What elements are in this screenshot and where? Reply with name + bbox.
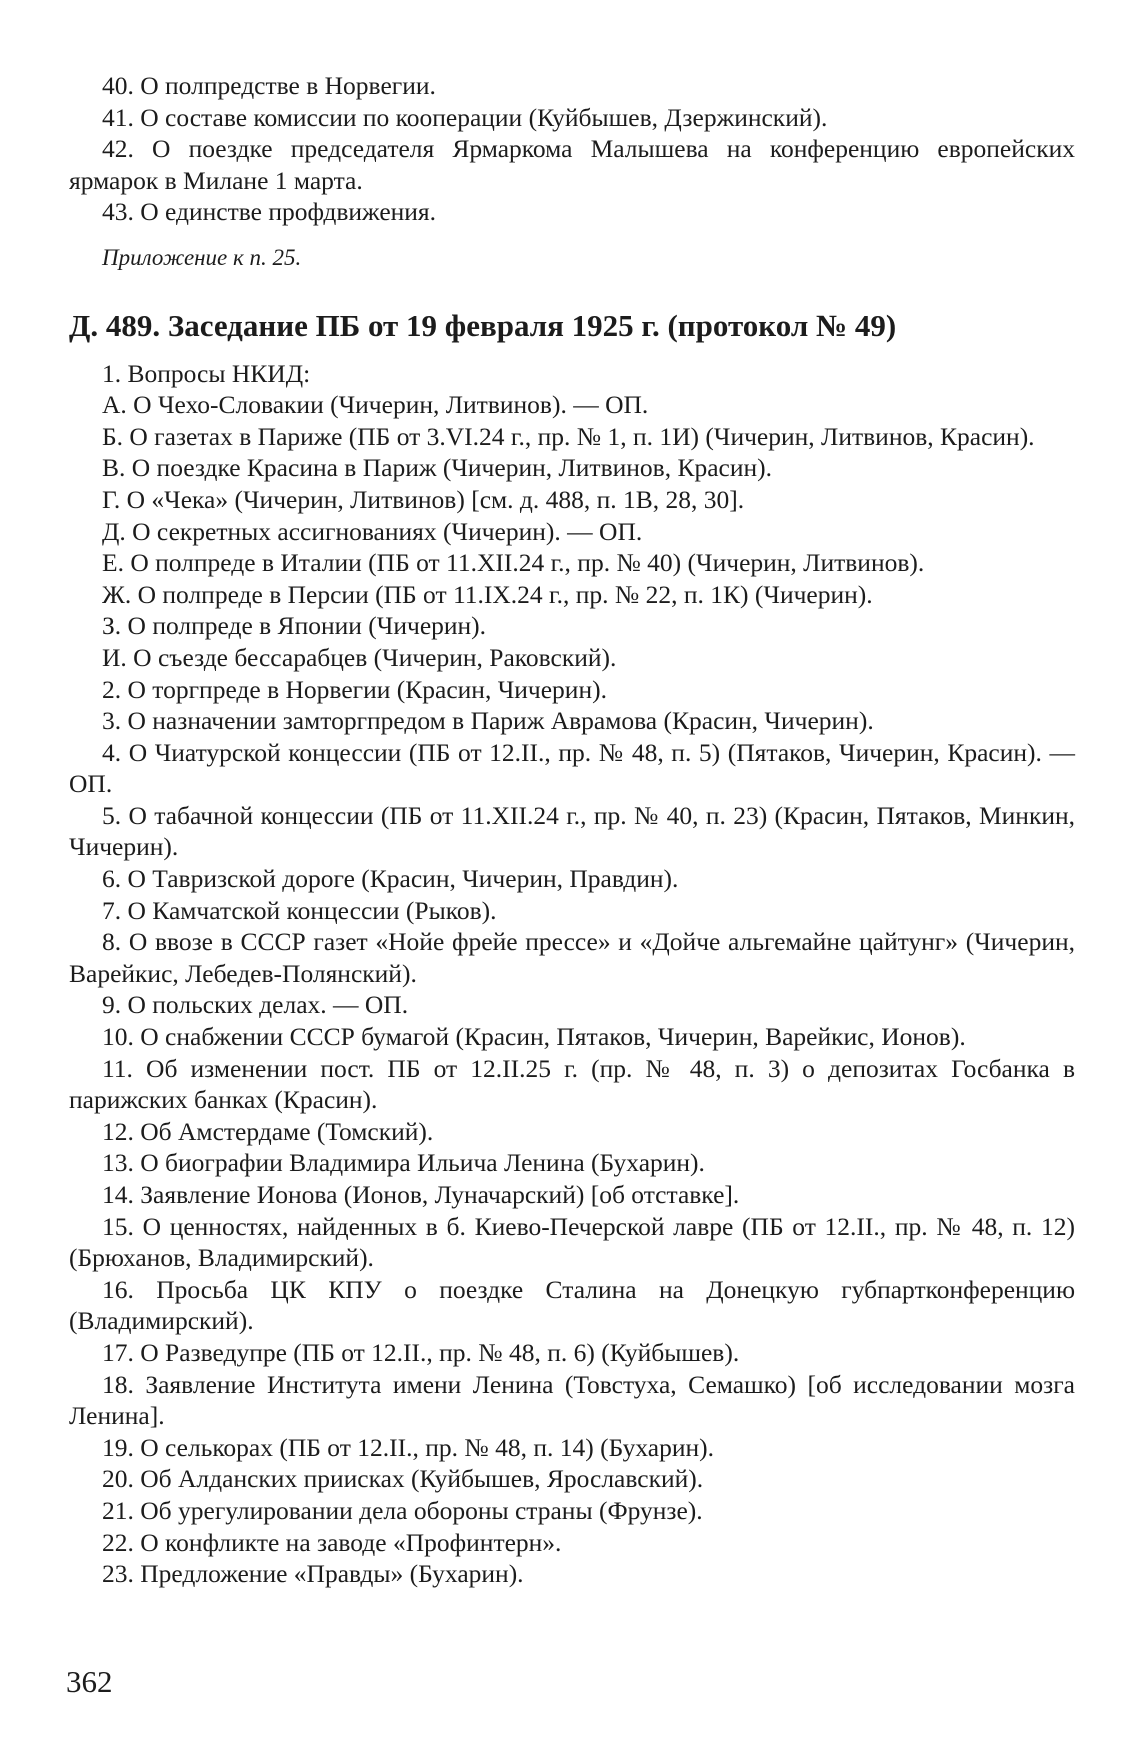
agenda-item: 3. О назначении замторгпредом в Париж Аврамова (Красин, Чичерин). [102, 706, 874, 736]
agenda-item: 2. О торгпреде в Норвегии (Красин, Чичерин). [102, 674, 607, 704]
appendix-note: Приложение к п. 25. [102, 244, 302, 270]
agenda-item: 8. О ввозе в СССР газет «Нойе фрейе прессе» и «Дойче альгемайне цайтунг» (Чичерин, Варейкис, Лебедев-Полянский). [69, 927, 1075, 988]
list-item: 40. О полпредстве в Норвегии. [102, 71, 436, 100]
agenda-item: 21. Об урегулировании дела обороны страны (Фрунзе). [102, 1495, 703, 1525]
agenda-item: 23. Предложение «Правды» (Бухарин). [102, 1559, 524, 1589]
agenda-item: 5. О табачной концессии (ПБ от 11.XII.24 г., пр. № 40, п. 23) (Красин, Пятаков, Минкин, Чичерин). [69, 800, 1075, 862]
section-heading: Д. 489. Заседание ПБ от 19 февраля 1925 г. (протокол № 49) [69, 307, 897, 343]
list-item: 42. О поездке председателя Ярмаркома Малышева на конференцию европейских ярмарок в Милане 1 марта. [69, 134, 1075, 195]
agenda-item: 1. Вопросы НКИД: [102, 358, 311, 388]
agenda-item: 17. О Разведупре (ПБ от 12.II., пр. № 48, п. 6) (Куйбышев). [102, 1337, 740, 1367]
agenda-item: В. О поездке Красина в Париж (Чичерин, Литвинов, Красин). [102, 453, 772, 483]
agenda-item: 10. О снабжении СССР бумагой (Красин, Пятаков, Чичерин, Варейкис, Ионов). [102, 1022, 966, 1052]
agenda-item: 20. Об Алданских приисках (Куйбышев, Ярославский). [102, 1464, 704, 1494]
list-item: 41. О составе комиссии по кооперации (Куйбышев, Дзержинский). [102, 102, 828, 132]
agenda-item: 7. О Камчатской концессии (Рыков). [102, 895, 497, 925]
agenda-item: 6. О Тавризской дороге (Красин, Чичерин, Правдин). [102, 864, 679, 894]
agenda-item: А. О Чехо-Словакии (Чичерин, Литвинов). — ОП. [102, 390, 649, 420]
agenda-item: Ж. О полпреде в Персии (ПБ от 11.IX.24 г., пр. № 22, п. 1К) (Чичерин). [102, 579, 873, 609]
agenda-item: Д. О секретных ассигнованиях (Чичерин). — ОП. [102, 516, 643, 546]
agenda-item: 15. О ценностях, найденных в б. Киево-Печерской лавре (ПБ от 12.II., пр. № 48, п. 12) (Брюханов, Владимирский). [69, 1211, 1075, 1273]
agenda-item: З. О полпреде в Японии (Чичерин). [102, 611, 487, 641]
agenda-item: 19. О селькорах (ПБ от 12.II., пр. № 48, п. 14) (Бухарин). [102, 1432, 714, 1462]
page-number: 362 [66, 1664, 113, 1699]
agenda-item: 16. Просьба ЦК КПУ о поездке Сталина на Донецкую губпартконференцию (Владимирский). [69, 1274, 1075, 1336]
agenda-item: 12. Об Амстердаме (Томский). [102, 1116, 434, 1146]
agenda-item: 11. Об изменении пост. ПБ от 12.II.25 г. (пр. № 48, п. 3) о депозитах Госбанка в парижских банках (Красин). [69, 1053, 1075, 1115]
agenda-item: 9. О польских делах. — ОП. [102, 990, 409, 1020]
agenda-item: Б. О газетах в Париже (ПБ от 3.VI.24 г., пр. № 1, п. 1И) (Чичерин, Литвинов, Красин). [102, 421, 1035, 451]
agenda-item: 18. Заявление Института имени Ленина (Товстуха, Семашко) [об исследовании мозга Ленина]. [69, 1369, 1075, 1431]
agenda-list [69, 358, 1075, 1590]
agenda-item: 14. Заявление Ионова (Ионов, Луначарский) [об отставке]. [102, 1180, 740, 1209]
page-content [69, 70, 1075, 1590]
agenda-item: 22. О конфликте на заводе «Профинтерн». [102, 1527, 562, 1557]
list-item: 43. О единстве профдвижения. [102, 197, 437, 227]
agenda-item: 13. О биографии Владимира Ильича Ленина (Бухарин). [102, 1148, 705, 1178]
agenda-item: Е. О полпреде в Италии (ПБ от 11.XII.24 г., пр. № 40) (Чичерин, Литвинов). [102, 548, 925, 578]
agenda-item: Г. О «Чека» (Чичерин, Литвинов) [см. д. 488, п. 1В, 28, 30]. [102, 484, 745, 514]
agenda-item: И. О съезде бессарабцев (Чичерин, Раковский). [102, 642, 617, 672]
agenda-item: 4. О Чиатурской концессии (ПБ от 12.II., пр. № 48, п. 5) (Пятаков, Чичерин, Красин). — ОП. [69, 737, 1075, 799]
